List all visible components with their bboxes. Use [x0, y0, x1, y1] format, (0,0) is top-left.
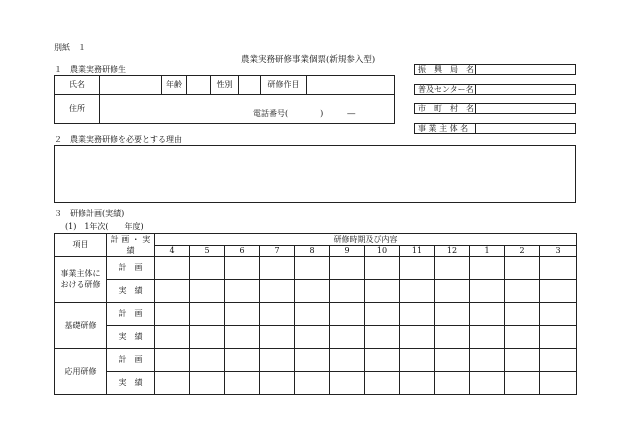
month-header: 8 [295, 246, 330, 257]
month-cell[interactable] [365, 349, 400, 372]
month-cell[interactable] [400, 257, 435, 280]
plan-actual-header-line1: 計 画 ・ 実 [110, 234, 151, 244]
group-label-line1: 基礎研修 [64, 320, 97, 330]
month-cell[interactable] [295, 257, 330, 280]
month-cell[interactable] [155, 303, 190, 326]
section2-heading: ２ 農業実務研修を必要とする理由 [54, 135, 182, 144]
bureau-box [414, 64, 576, 75]
month-cell[interactable] [505, 257, 540, 280]
group-label-line1: 事業主体に [60, 269, 101, 278]
month-cell[interactable] [470, 303, 505, 326]
month-cell[interactable] [155, 326, 190, 349]
crop-label: 研修作目 [261, 76, 307, 95]
month-cell[interactable] [470, 257, 505, 280]
group-label-line1: 応用研修 [64, 366, 97, 376]
month-cell[interactable] [260, 257, 295, 280]
plan-label: 計 画 [107, 349, 155, 372]
age-label: 年齢 [162, 76, 187, 95]
item-header: 項目 [55, 234, 107, 257]
operator-box [414, 123, 576, 134]
month-header: 6 [225, 246, 260, 257]
month-cell[interactable] [470, 280, 505, 303]
month-cell[interactable] [505, 326, 540, 349]
month-header: 10 [365, 246, 400, 257]
section1-heading: １ 農業実務研修生 [54, 65, 126, 74]
table-row [55, 326, 577, 349]
month-cell[interactable] [330, 257, 365, 280]
actual-label: 実 績 [107, 326, 155, 349]
month-header: 2 [505, 246, 540, 257]
center-label: 普及センター名 [418, 85, 474, 94]
month-cell[interactable] [540, 349, 577, 372]
table-row [55, 349, 577, 372]
age-field[interactable] [187, 76, 211, 95]
month-cell[interactable] [190, 257, 225, 280]
month-header: 3 [540, 246, 577, 257]
month-cell[interactable] [540, 303, 577, 326]
month-header: 7 [260, 246, 295, 257]
month-cell[interactable] [260, 349, 295, 372]
month-cell[interactable] [540, 280, 577, 303]
month-cell[interactable] [365, 372, 400, 395]
actual-label: 実 績 [107, 372, 155, 395]
municipality-label: 市 町 村 名 [418, 104, 474, 113]
month-cell[interactable] [470, 349, 505, 372]
month-cell[interactable] [295, 303, 330, 326]
month-cell[interactable] [435, 349, 470, 372]
month-cell[interactable] [400, 349, 435, 372]
month-cell[interactable] [365, 257, 400, 280]
month-cell[interactable] [435, 372, 470, 395]
month-cell[interactable] [295, 326, 330, 349]
month-header: 1 [470, 246, 505, 257]
month-cell[interactable] [330, 280, 365, 303]
actual-label: 実 績 [107, 280, 155, 303]
month-header: 5 [190, 246, 225, 257]
table-row [55, 280, 577, 303]
month-cell[interactable] [225, 372, 260, 395]
table-row [55, 303, 577, 326]
bureau-label: 振 興 局 名 [418, 65, 474, 74]
municipality-field[interactable] [477, 104, 575, 113]
month-header: 9 [330, 246, 365, 257]
month-cell[interactable] [190, 349, 225, 372]
section3-subheading: (1) 1年次( 年度) [65, 222, 144, 231]
month-cell[interactable] [155, 372, 190, 395]
month-header: 11 [400, 246, 435, 257]
month-cell[interactable] [190, 280, 225, 303]
month-cell[interactable] [295, 372, 330, 395]
month-cell[interactable] [365, 326, 400, 349]
month-cell[interactable] [155, 349, 190, 372]
attachment-label: 別紙 １ [54, 43, 86, 52]
month-cell[interactable] [260, 280, 295, 303]
address-label: 住所 [55, 95, 100, 124]
month-cell[interactable] [260, 303, 295, 326]
month-cell[interactable] [540, 257, 577, 280]
month-cell[interactable] [435, 280, 470, 303]
month-cell[interactable] [295, 280, 330, 303]
month-cell[interactable] [470, 326, 505, 349]
month-cell[interactable] [225, 280, 260, 303]
operator-field[interactable] [477, 124, 575, 133]
month-cell[interactable] [435, 326, 470, 349]
table-row [55, 257, 577, 280]
month-cell[interactable] [190, 326, 225, 349]
month-cell[interactable] [400, 303, 435, 326]
address-field[interactable] [100, 95, 395, 124]
plan-label: 計 画 [107, 257, 155, 280]
operator-label: 事 業 主 体 名 [418, 124, 469, 133]
month-cell[interactable] [400, 280, 435, 303]
name-label: 氏名 [55, 76, 100, 95]
month-cell[interactable] [155, 257, 190, 280]
month-cell[interactable] [330, 326, 365, 349]
month-cell[interactable] [470, 372, 505, 395]
group-label [55, 257, 107, 303]
trainee-table [54, 75, 395, 124]
month-cell[interactable] [295, 349, 330, 372]
month-cell[interactable] [260, 326, 295, 349]
plan-label: 計 画 [107, 303, 155, 326]
month-cell[interactable] [225, 326, 260, 349]
month-cell[interactable] [330, 372, 365, 395]
month-cell[interactable] [225, 257, 260, 280]
month-cell[interactable] [365, 303, 400, 326]
month-cell[interactable] [505, 303, 540, 326]
table-row [55, 372, 577, 395]
name-field[interactable] [100, 76, 162, 95]
reason-field[interactable] [54, 145, 576, 203]
period-header: 研修時期及び内容 [155, 234, 577, 246]
center-box [414, 84, 576, 95]
month-cell[interactable] [435, 257, 470, 280]
plan-actual-header-line2: 績 [126, 245, 135, 255]
document-title: 農業実務研修事業個票(新規参入型) [241, 55, 376, 65]
month-cell[interactable] [225, 349, 260, 372]
month-cell[interactable] [225, 303, 260, 326]
bureau-field[interactable] [477, 65, 575, 74]
group-label [55, 349, 107, 395]
plan-actual-header [107, 234, 155, 257]
crop-field[interactable] [307, 76, 395, 95]
month-cell[interactable] [505, 349, 540, 372]
month-cell[interactable] [330, 349, 365, 372]
center-field[interactable] [477, 85, 575, 94]
month-header: 12 [435, 246, 470, 257]
gender-label: 性別 [211, 76, 239, 95]
month-cell[interactable] [260, 372, 295, 395]
section3-heading: ３ 研修計画(実績) [54, 209, 125, 218]
month-header: 4 [155, 246, 190, 257]
month-cell[interactable] [365, 280, 400, 303]
municipality-box [414, 103, 576, 114]
month-cell[interactable] [400, 326, 435, 349]
month-cell[interactable] [540, 372, 577, 395]
month-cell[interactable] [190, 303, 225, 326]
group-label [55, 303, 107, 349]
training-plan-table [54, 233, 577, 395]
month-cell[interactable] [505, 372, 540, 395]
phone-label: 電話番号( ) ― [253, 109, 356, 118]
month-cell[interactable] [190, 372, 225, 395]
month-cell[interactable] [505, 280, 540, 303]
month-cell[interactable] [330, 303, 365, 326]
month-cell[interactable] [435, 303, 470, 326]
month-cell[interactable] [400, 372, 435, 395]
group-label-line2: おける研修 [60, 280, 101, 289]
month-cell[interactable] [155, 280, 190, 303]
gender-field[interactable] [239, 76, 261, 95]
month-cell[interactable] [540, 326, 577, 349]
